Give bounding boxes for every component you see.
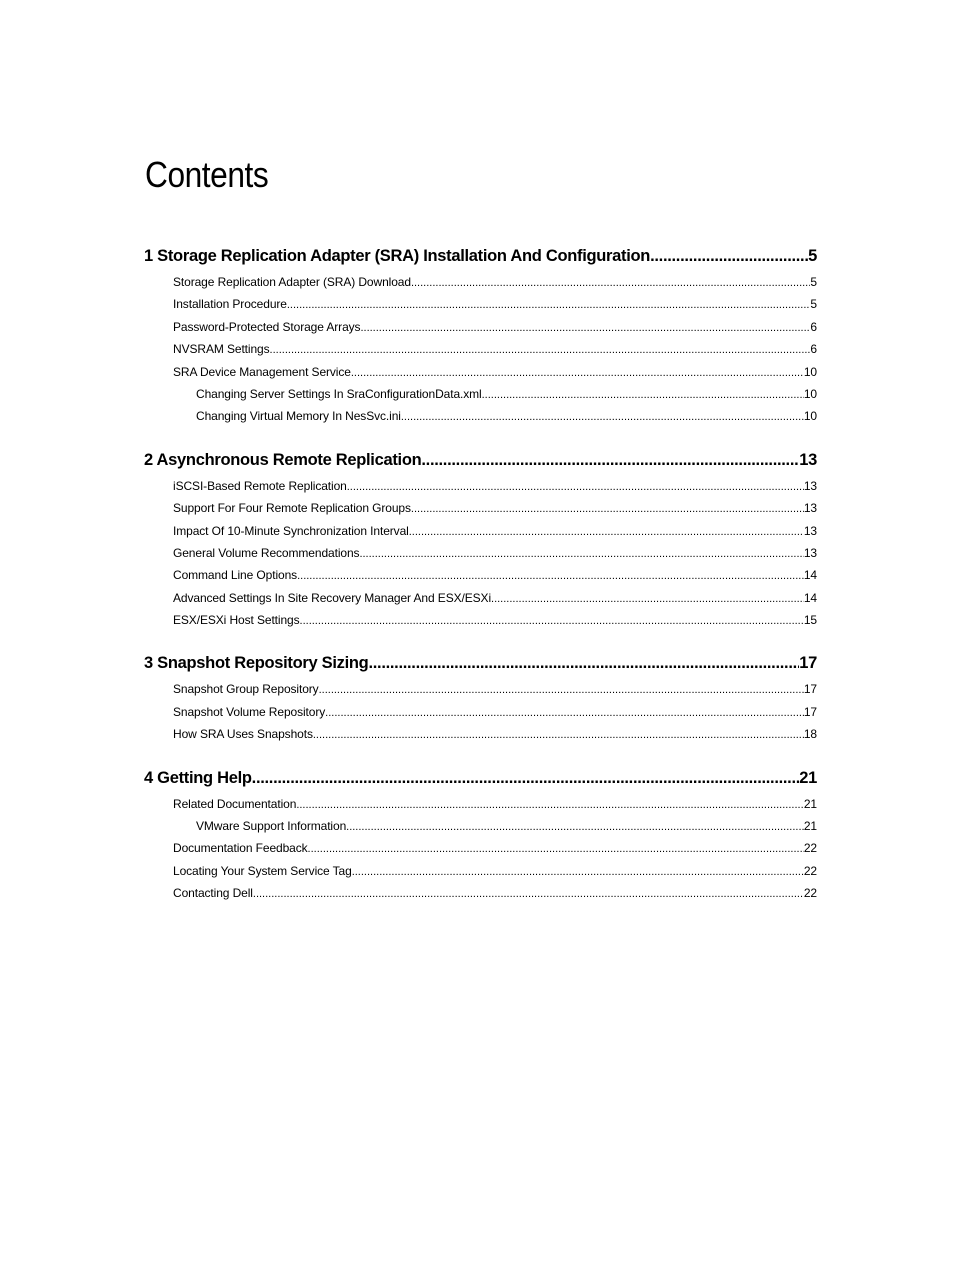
toc-section-4 bbox=[144, 763, 817, 905]
dot-leader bbox=[650, 241, 808, 271]
dot-leader bbox=[287, 294, 811, 315]
dot-leader bbox=[409, 521, 804, 542]
toc-entry-title: Related Documentation bbox=[173, 796, 297, 811]
toc-entry-link[interactable] bbox=[144, 497, 817, 519]
toc-subentry-link[interactable] bbox=[144, 815, 817, 837]
dot-leader bbox=[296, 794, 804, 815]
toc-entry-title: iSCSI-Based Remote Replication bbox=[173, 478, 347, 493]
toc-page-number: 10 bbox=[803, 409, 817, 424]
toc-page-number: 6 bbox=[810, 342, 817, 357]
toc-page-number: 5 bbox=[808, 247, 817, 265]
toc-entry-link[interactable] bbox=[144, 520, 817, 542]
table-of-contents bbox=[144, 241, 817, 922]
dot-leader bbox=[368, 648, 799, 678]
toc-section-1 bbox=[144, 241, 817, 428]
toc-chapter-title: 2 Asynchronous Remote Replication bbox=[144, 450, 422, 469]
toc-page-number: 13 bbox=[803, 501, 817, 516]
toc-entry-link[interactable] bbox=[144, 542, 817, 564]
toc-entry-title: Changing Server Settings In SraConfigurationData.xml bbox=[196, 386, 482, 401]
toc-page-number: 22 bbox=[803, 863, 817, 878]
page-title: Contents bbox=[145, 154, 269, 195]
toc-entry-title: VMware Support Information bbox=[196, 819, 347, 834]
dot-leader bbox=[351, 362, 804, 383]
dot-leader bbox=[308, 838, 804, 859]
dot-leader bbox=[297, 565, 804, 586]
toc-chapter-title: 4 Getting Help bbox=[144, 768, 252, 787]
toc-subentry-link[interactable] bbox=[144, 383, 817, 405]
toc-page-number: 13 bbox=[799, 450, 817, 469]
toc-entry-title: Changing Virtual Memory In NesSvc.ini bbox=[196, 409, 401, 424]
dot-leader bbox=[401, 406, 804, 427]
toc-entry-link[interactable] bbox=[144, 882, 817, 904]
toc-chapter-title: 3 Snapshot Repository Sizing bbox=[144, 654, 369, 673]
toc-page-number: 14 bbox=[803, 568, 817, 583]
toc-page-number: 13 bbox=[803, 545, 817, 560]
toc-section-2 bbox=[144, 445, 817, 632]
toc-entry-title: Locating Your System Service Tag bbox=[173, 863, 352, 878]
toc-entry-link[interactable] bbox=[144, 723, 817, 745]
toc-chapter-link[interactable] bbox=[144, 648, 817, 678]
toc-entry-link[interactable] bbox=[144, 293, 817, 315]
toc-entry-link[interactable] bbox=[144, 361, 817, 383]
dot-leader bbox=[325, 702, 804, 723]
toc-page-number: 6 bbox=[810, 319, 817, 334]
toc-entry-title: General Volume Recommendations bbox=[173, 545, 360, 560]
toc-entry-link[interactable] bbox=[144, 701, 817, 723]
toc-page-number: 13 bbox=[803, 523, 817, 538]
toc-page-number: 15 bbox=[803, 613, 817, 628]
toc-page-number: 21 bbox=[803, 819, 817, 834]
toc-page-number: 17 bbox=[799, 654, 817, 673]
dot-leader bbox=[421, 445, 799, 475]
toc-entry-link[interactable] bbox=[144, 316, 817, 338]
toc-subentry-link[interactable] bbox=[144, 405, 817, 427]
toc-entry-title: SRA Device Management Service bbox=[173, 364, 351, 379]
toc-entry-title: How SRA Uses Snapshots bbox=[173, 727, 313, 742]
toc-chapter-title: 1 Storage Replication Adapter (SRA) Installation And Configuration bbox=[144, 247, 651, 265]
dot-leader bbox=[270, 339, 811, 360]
toc-page-number: 21 bbox=[803, 796, 817, 811]
dot-leader bbox=[319, 679, 804, 700]
toc-entry-link[interactable] bbox=[144, 271, 817, 293]
toc-entry-link[interactable] bbox=[144, 837, 817, 859]
dot-leader bbox=[253, 883, 804, 904]
toc-page-number: 14 bbox=[803, 590, 817, 605]
dot-leader bbox=[491, 588, 804, 609]
toc-entry-title: ESX/ESXi Host Settings bbox=[173, 613, 300, 628]
toc-entry-title: Installation Procedure bbox=[173, 297, 287, 312]
dot-leader bbox=[347, 476, 804, 497]
dot-leader bbox=[482, 384, 804, 405]
dot-leader bbox=[360, 317, 810, 338]
toc-page-number: 13 bbox=[803, 478, 817, 493]
toc-entry-title: Impact Of 10-Minute Synchronization Interval bbox=[173, 523, 409, 538]
toc-entry-title: Contacting Dell bbox=[173, 886, 253, 901]
toc-entry-title: Password-Protected Storage Arrays bbox=[173, 319, 361, 334]
toc-entry-link[interactable] bbox=[144, 587, 817, 609]
toc-page-number: 10 bbox=[803, 364, 817, 379]
toc-page-number: 22 bbox=[803, 841, 817, 856]
dot-leader bbox=[346, 816, 804, 837]
toc-entry-link[interactable] bbox=[144, 678, 817, 700]
toc-entry-link[interactable] bbox=[144, 475, 817, 497]
dot-leader bbox=[411, 498, 804, 519]
toc-entry-link[interactable] bbox=[144, 564, 817, 586]
toc-entry-title: Snapshot Group Repository bbox=[173, 682, 319, 697]
toc-entry-title: Support For Four Remote Replication Groups bbox=[173, 501, 411, 516]
toc-entry-title: Snapshot Volume Repository bbox=[173, 704, 326, 719]
toc-chapter-link[interactable] bbox=[144, 445, 817, 475]
toc-entry-link[interactable] bbox=[144, 338, 817, 360]
toc-entry-title: NVSRAM Settings bbox=[173, 342, 270, 357]
dot-leader bbox=[411, 272, 810, 293]
dot-leader bbox=[313, 724, 804, 745]
toc-chapter-link[interactable] bbox=[144, 241, 817, 271]
toc-page-number: 22 bbox=[803, 886, 817, 901]
dot-leader bbox=[359, 543, 803, 564]
dot-leader bbox=[300, 610, 804, 631]
toc-page-number: 5 bbox=[810, 275, 817, 289]
toc-entry-link[interactable] bbox=[144, 860, 817, 882]
toc-page-number: 5 bbox=[810, 297, 817, 312]
dot-leader bbox=[352, 861, 804, 882]
toc-section-3 bbox=[144, 648, 817, 745]
toc-page-number: 18 bbox=[803, 727, 817, 742]
toc-entry-link[interactable] bbox=[144, 609, 817, 631]
toc-chapter-link[interactable] bbox=[144, 763, 817, 793]
toc-entry-title: Command Line Options bbox=[173, 568, 298, 583]
toc-page-number: 21 bbox=[799, 768, 817, 787]
toc-entry-link[interactable] bbox=[144, 793, 817, 815]
toc-page-number: 10 bbox=[803, 386, 817, 401]
toc-page-number: 17 bbox=[803, 682, 817, 697]
toc-entry-title: Advanced Settings In Site Recovery Manager And ESX/ESXi bbox=[173, 590, 492, 605]
toc-entry-title: Storage Replication Adapter (SRA) Download bbox=[173, 275, 411, 289]
toc-page-number: 17 bbox=[803, 704, 817, 719]
toc-entry-title: Documentation Feedback bbox=[173, 841, 308, 856]
dot-leader bbox=[252, 763, 800, 793]
